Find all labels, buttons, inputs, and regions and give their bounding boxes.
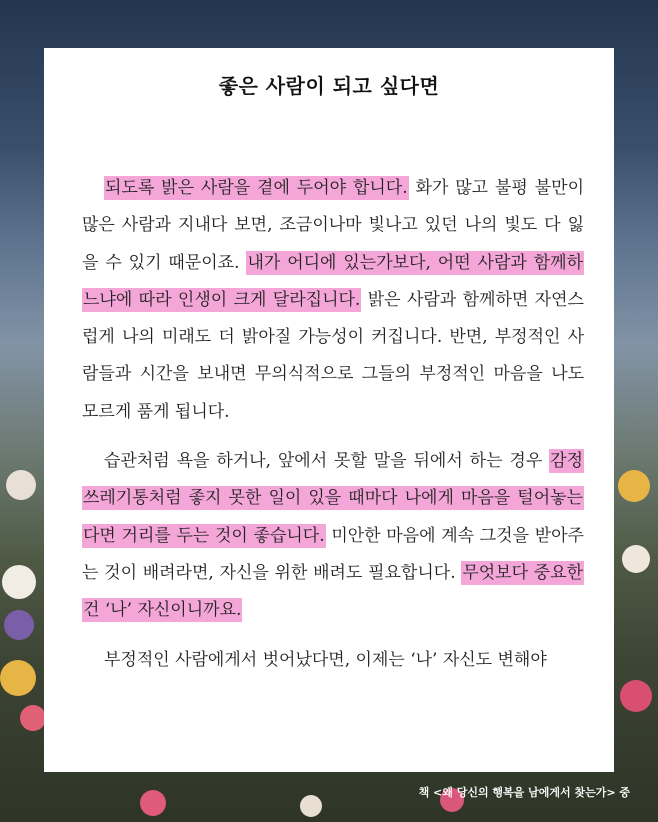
body-text-segment: 부정적인 사람에게서 벗어났다면, 이제는 ‘나’ 자신도 변해야: [104, 649, 547, 670]
flower-decoration: [2, 565, 36, 599]
flower-decoration: [620, 680, 652, 712]
paragraph: [82, 642, 584, 679]
paragraph: [82, 170, 584, 431]
card-body: [82, 170, 584, 691]
body-text-segment: 습관처럼 욕을 하거나, 앞에서 못할 말을 뒤에서 하는 경우: [104, 451, 550, 472]
body-text-segment: 미안한 마음에 계속 그것을 받아주는 것이 배려라면, 자신을 위한 배려도 필요합니다.: [82, 525, 584, 583]
body-text-segment: 밝은 사람과 함께하면 자연스럽게 나의 미래도 더 밝아질 가능성이 커집니다. 반면, 부정적인 사람들과 시간을 보내면 무의식적으로 그들의 부정적인 마음을 나도 모르게 품게 됩니다.: [82, 289, 584, 422]
quote-card: [44, 48, 614, 772]
highlighted-text: 감정 쓰레기통처럼 좋지 못한 일이 있을 때마다 나에게 마음을 털어놓는다면 거리를 두는 것이 좋습니다.: [83, 451, 583, 546]
flower-decoration: [20, 705, 46, 731]
flower-decoration: [6, 470, 36, 500]
flower-decoration: [4, 610, 34, 640]
flower-decoration: [622, 545, 650, 573]
card-title: 좋은 사람이 되고 싶다면: [218, 74, 440, 98]
book-caption: 책 <왜 당신의 행복을 남에게서 찾는가> 중: [418, 786, 630, 799]
flower-decoration: [140, 790, 166, 816]
flower-decoration: [0, 660, 36, 696]
highlighted-text: 내가 어디에 있는가보다, 어떤 사람과 함께하느냐에 따라 인생이 크게 달라집니다.: [83, 252, 583, 310]
flower-decoration: [300, 795, 322, 817]
highlighted-text: 되도록 밝은 사람을 곁에 두어야 합니다.: [105, 178, 408, 198]
body-text-segment: 화가 많고 불평 불만이 많은 사람과 지내다 보면, 조금이나마 빛나고 있던 나의 빛도 다 잃을 수 있기 때문이죠.: [82, 178, 584, 273]
paragraph: [82, 443, 584, 629]
flower-decoration: [618, 470, 650, 502]
highlighted-text: 무엇보다 중요한 건 ‘나’ 자신이니까요.: [83, 562, 584, 621]
